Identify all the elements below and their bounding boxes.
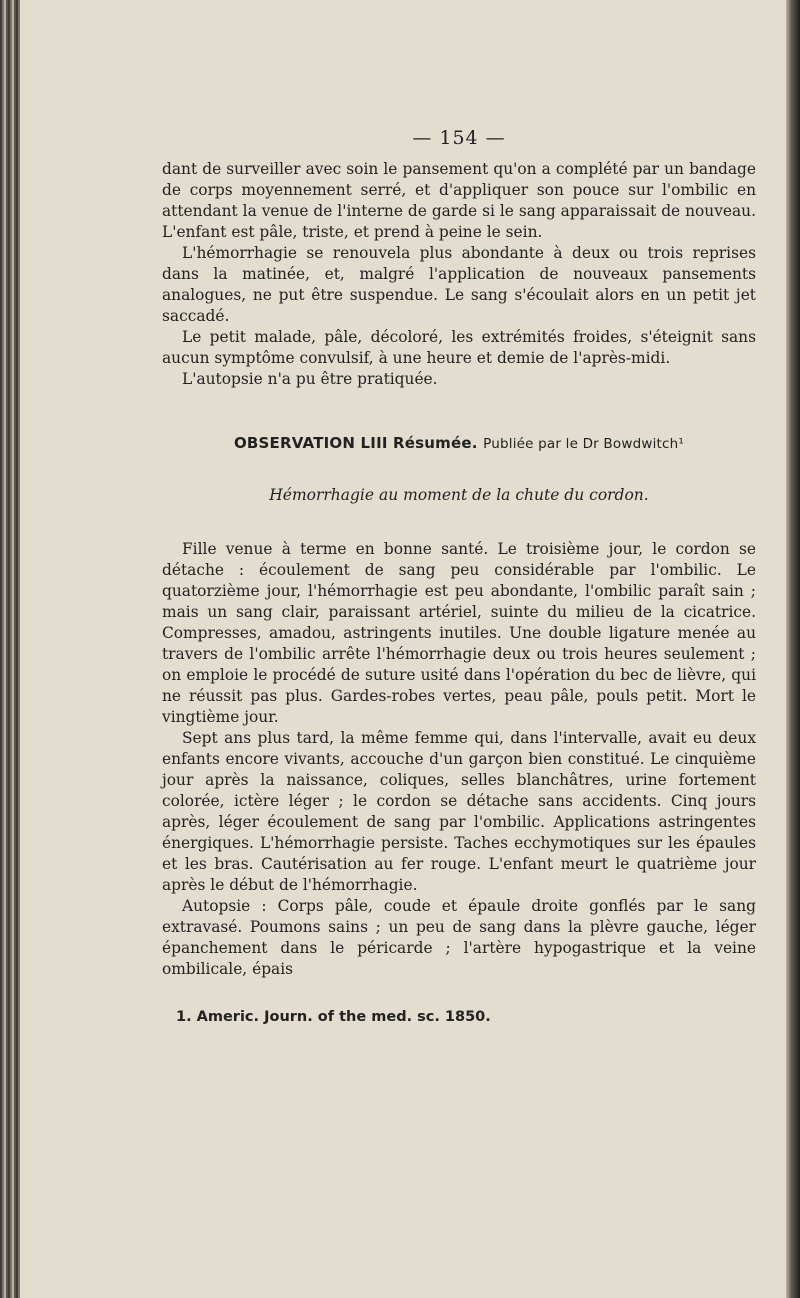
paragraph-5: Fille venue à terme en bonne santé. Le troisième jour, le cordon se détache : écoulement de sang peu considérable par l'ombilic. Le quatorzième jour, l'hémorrhagie est peu abondante, l'ombilic paraît sain ; mais un sang clair, paraissant artériel, suinte du milieu de la cicatrice. Compresses, amadou, astringents inutiles. Une double ligature menée au travers de l'ombilic arrête l'hémorrhagie deux ou trois heures seulement ; on emploie le procédé de suture usité dans l'opération du bec de lièvre, qui ne réussit pas plus. Gardes-robes vertes, peau pâle, pouls petit. Mort le vingtième jour. xyxy=(162,540,756,726)
paragraph-3: Le petit malade, pâle, décoloré, les extrémités froides, s'éteignit sans aucun symptôme convulsif, à une heure et demie de l'après-midi. xyxy=(162,328,756,367)
observation-heading xyxy=(162,433,756,455)
book-binding-left xyxy=(0,0,20,1298)
book-page xyxy=(20,0,786,1298)
observation-subtitle: Hémorrhagie au moment de la chute du cordon. xyxy=(269,486,649,504)
paragraph-4: L'autopsie n'a pu être pratiquée. xyxy=(182,370,438,388)
page-content xyxy=(162,128,756,1028)
footnote: 1. Americ. Journ. of the med. sc. 1850. xyxy=(176,1009,491,1025)
paragraph-7: Autopsie : Corps pâle, coude et épaule droite gonflés par le sang extravasé. Poumons sains ; un peu de sang dans la plèvre gauche, léger épanchement dans le péricarde ; l'artère hypogastrique et la veine ombilicale, épais xyxy=(162,897,756,978)
paragraph-2: L'hémorrhagie se renouvela plus abondante à deux ou trois reprises dans la matinée, et, malgré l'application de nouveaux pansements analogues, ne put être suspendue. Le sang s'écoulait alors en un petit jet saccadé. xyxy=(162,244,756,325)
page-number: — 154 — xyxy=(412,127,506,149)
page-edge-right xyxy=(786,0,800,1298)
paragraph-6: Sept ans plus tard, la même femme qui, dans l'intervalle, avait eu deux enfants encore vivants, accouche d'un garçon bien constitué. Le cinquième jour après la naissance, coliques, selles blanchâtres, urine fortement colorée, ictère léger ; le cordon se détache sans accidents. Cinq jours après, léger écoulement de sang par l'ombilic. Applications astringentes énergiques. L'hémorrhagie persiste. Taches ecchymotiques sur les épaules et les bras. Cautérisation au fer rouge. L'enfant meurt le quatrième jour après le début de l'hémorrhagie. xyxy=(162,729,756,894)
observation-title: OBSERVATION LIII Résumée. xyxy=(233,434,478,452)
observation-attribution: Publiée par le Dr Bowdwitch¹ xyxy=(483,436,685,452)
paragraph-1: dant de surveiller avec soin le pansement qu'on a complété par un bandage de corps moyennement serré, et d'appliquer son pouce sur l'ombilic en attendant la venue de l'interne de garde si le sang apparaissait de nouveau. L'enfant est pâle, triste, et prend à peine le sein. xyxy=(162,160,756,241)
